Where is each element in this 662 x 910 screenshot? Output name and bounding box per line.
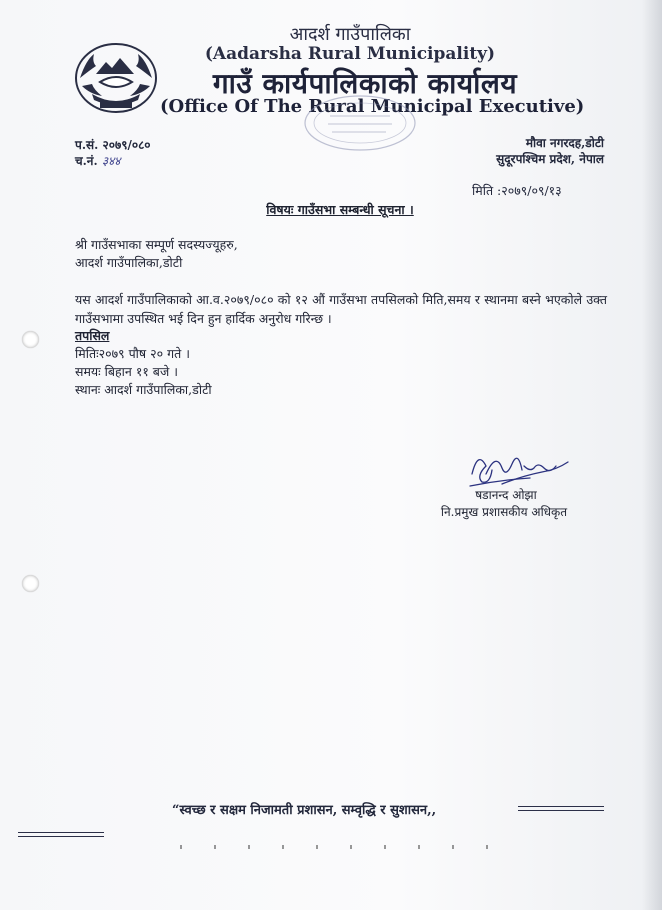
municipality-name-nepali: आदर्श गाउँपालिका: [289, 24, 411, 45]
punch-hole: [22, 575, 39, 592]
body-paragraph: यस आदर्श गाउँपालिकाको आ.व.२०७९/०८० को १२ औं गाउँसभा तपसिलको मिति,समय र स्थानमा बस्ने भएकोले उक्त गाउँसभामा उपस्थित भई दिन हुन हार्दिक अनुरोध गरिन्छ ।: [75, 292, 607, 326]
recipient-line-2: आदर्श गाउँपालिका,डोटी: [75, 255, 183, 270]
municipality-name-english: (Aadarsha Rural Municipality): [204, 44, 496, 64]
address-line-1: मौवा नगरदह,डोटी: [525, 136, 604, 150]
address-line-2: सुदूरपश्चिम प्रदेश, नेपाल: [496, 152, 604, 166]
footer-double-rule-left: [18, 832, 104, 837]
footer-motto: “स्वच्छ र सक्षम निजामती प्रशासन, सम्वृद्धि र सुशासन,,: [172, 803, 437, 818]
office-title-nepali: गाउँ कार्यपालिकाको कार्यालय: [212, 67, 518, 100]
footer-faint-dots: [180, 845, 500, 849]
footer-double-rule-right: [518, 806, 604, 811]
office-title-english: (Office Of The Rural Municipal Executive): [160, 96, 585, 117]
office-seal-stamp: [300, 92, 420, 154]
detail-date: मितिः२०७९ पौष २० गते ।: [75, 346, 190, 361]
dispatch-value: ३४४: [101, 154, 121, 168]
recipient-line-1: श्री गाउँसभाका सम्पूर्ण सदस्यज्यूहरु,: [75, 237, 238, 252]
page-edge-shadow: [642, 0, 662, 910]
reference-label: प.सं.: [75, 138, 99, 152]
letter-subject: विषयः गाउँसभा सम्बन्धी सूचना ।: [266, 202, 414, 217]
dispatch-label: च.नं.: [75, 154, 98, 168]
detail-place: स्थानः आदर्श गाउँपालिका,डोटी: [75, 382, 212, 397]
nepal-emblem-icon: [70, 38, 162, 116]
reference-number: [75, 136, 151, 153]
details-heading: तपसिल: [75, 328, 110, 343]
reference-value: २०७९/०८०: [102, 138, 151, 152]
dispatch-number: [75, 152, 121, 169]
punch-hole: [22, 331, 39, 348]
letter-date: मिति :२०७९/०९/१३: [472, 183, 562, 198]
signatory-name: षडानन्द ओझा: [475, 488, 537, 502]
signatory-title: नि.प्रमुख प्रशासकीय अधिकृत: [440, 505, 568, 519]
detail-time: समयः बिहान ११ बजे ।: [75, 364, 178, 379]
